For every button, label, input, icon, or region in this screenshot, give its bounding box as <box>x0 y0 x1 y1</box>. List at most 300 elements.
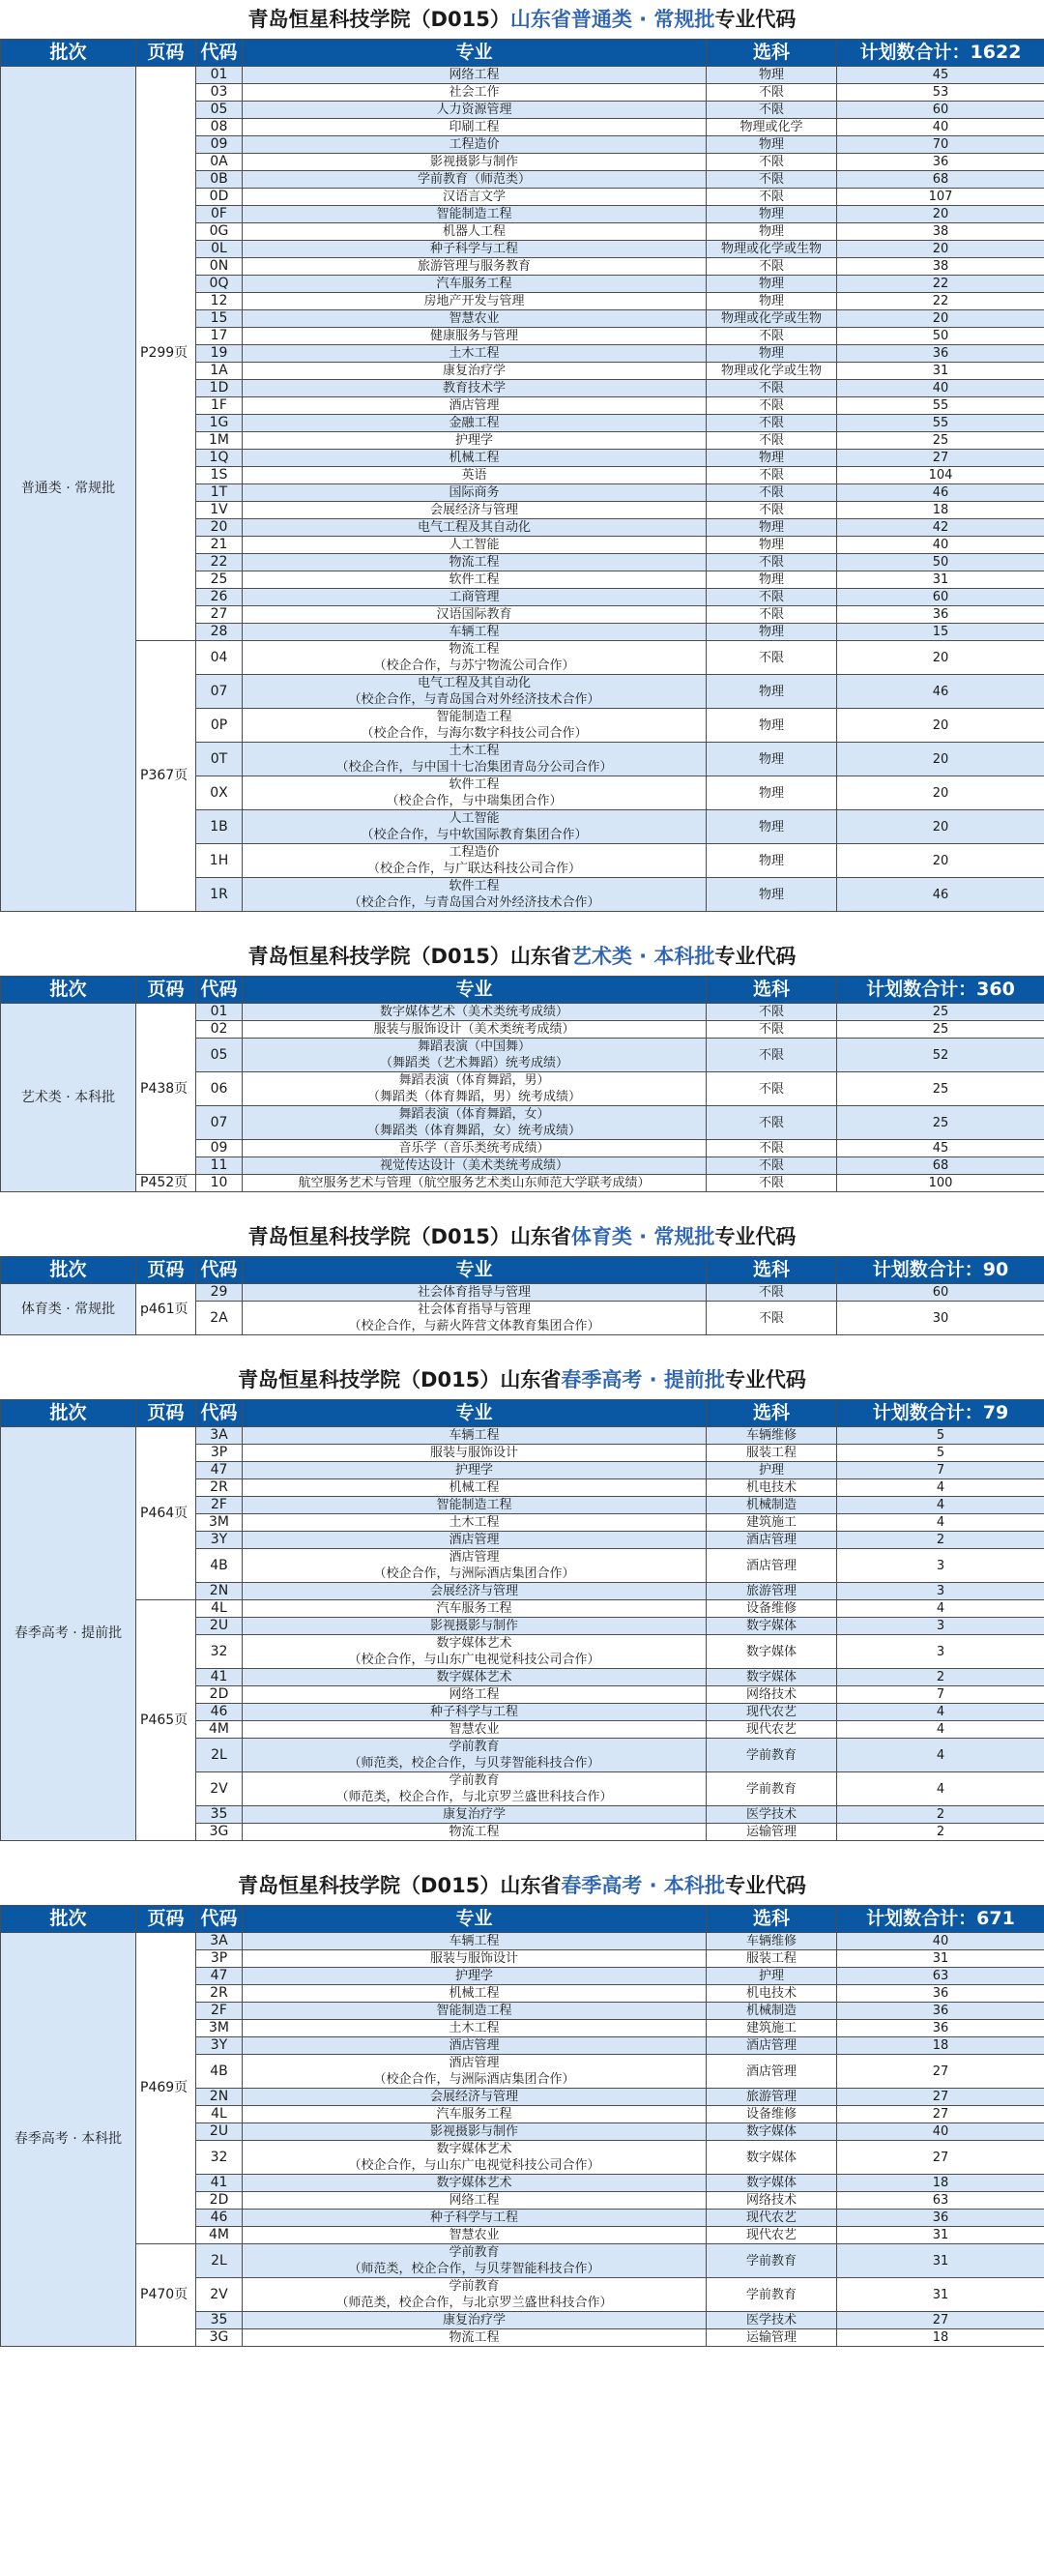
batch-cell: 艺术类 · 本科批 <box>1 1004 136 1192</box>
code-cell: 3M <box>196 2020 243 2037</box>
major-name: 舞蹈表演（体育舞蹈，男） <box>398 1073 550 1088</box>
major-name: 机器人工程 <box>442 224 506 239</box>
major-note: （校企合作，与海尔数字科技公司合作） <box>361 726 588 741</box>
plan-count-cell: 25 <box>837 1106 1044 1140</box>
title-suffix: 专业代码 <box>724 1874 806 1897</box>
major-cell <box>243 2312 707 2329</box>
code-header: 代码 <box>196 1400 243 1427</box>
major-name: 汉语国际教育 <box>436 607 512 622</box>
major-name: 智慧农业 <box>449 2228 500 2242</box>
plan-count-cell: 18 <box>837 2329 1044 2347</box>
title-prefix: 青岛恒星科技学院（D015）山东省 <box>247 1225 571 1248</box>
major-name: 电气工程及其自动化 <box>417 676 531 690</box>
major-cell <box>243 1985 707 2003</box>
subject-header: 选科 <box>707 1400 837 1427</box>
major-cell <box>243 1739 707 1772</box>
subject-cell: 不限 <box>707 1021 837 1039</box>
page-cell: p461页 <box>136 1284 196 1335</box>
major-name: 酒店管理 <box>449 2038 500 2053</box>
plan-count-cell: 18 <box>837 502 1044 519</box>
code-cell: 47 <box>196 1968 243 1985</box>
subject-cell: 服装工程 <box>707 1445 837 1462</box>
major-note: （舞蹈类（体育舞蹈，男）统考成绩） <box>366 1090 581 1104</box>
major-name: 数字媒体艺术 <box>436 2176 512 2190</box>
major-note: （校企合作，与山东广电视觉科技公司合作） <box>348 2158 600 2173</box>
major-name: 数字媒体艺术 <box>436 1670 512 1684</box>
plan-count-cell: 70 <box>837 136 1044 154</box>
major-cell <box>243 1106 707 1140</box>
code-cell: 22 <box>196 554 243 571</box>
code-cell: 2N <box>196 1583 243 1600</box>
subject-cell: 酒店管理 <box>707 2055 837 2089</box>
major-cell <box>243 1635 707 1669</box>
subject-cell: 旅游管理 <box>707 2089 837 2106</box>
major-name: 旅游管理与服务教育 <box>417 259 531 274</box>
major-cell <box>243 189 707 206</box>
major-name: 汉语言文学 <box>442 190 506 204</box>
plan-count-cell: 27 <box>837 2089 1044 2106</box>
page-cell: P464页 <box>136 1427 196 1600</box>
code-cell: 1D <box>196 380 243 397</box>
code-cell: 2R <box>196 1985 243 2003</box>
plan-count-cell: 60 <box>837 589 1044 606</box>
major-cell <box>243 709 707 743</box>
major-cell <box>243 1462 707 1479</box>
major-cell <box>243 1583 707 1600</box>
table-row <box>1 1004 1044 1021</box>
code-cell: 0Q <box>196 276 243 293</box>
subject-cell: 机械制造 <box>707 2003 837 2020</box>
plan-count-cell: 46 <box>837 878 1044 912</box>
code-header: 代码 <box>196 40 243 67</box>
plan-count-cell: 31 <box>837 571 1044 589</box>
major-name: 工程造价 <box>449 845 500 860</box>
plan-count-cell: 5 <box>837 1427 1044 1445</box>
major-name: 护理学 <box>454 433 493 448</box>
major-name: 网络工程 <box>449 2193 500 2208</box>
subject-cell: 现代农艺 <box>707 1704 837 1721</box>
table-row <box>1 1284 1044 1302</box>
major-name: 学前教育 <box>449 2245 500 2260</box>
plan-count-cell: 25 <box>837 432 1044 450</box>
major-name: 电气工程及其自动化 <box>417 520 531 535</box>
plan-count-cell: 60 <box>837 1284 1044 1302</box>
subject-cell: 学前教育 <box>707 2244 837 2278</box>
batch-cell: 普通类 · 常规批 <box>1 67 136 912</box>
major-name: 健康服务与管理 <box>429 329 518 343</box>
subject-cell: 物理或化学或生物 <box>707 310 837 328</box>
page-cell: P470页 <box>136 2244 196 2347</box>
subject-cell: 不限 <box>707 1039 837 1072</box>
subject-cell: 物理 <box>707 67 837 84</box>
major-cell <box>243 2003 707 2020</box>
major-cell <box>243 1721 707 1739</box>
code-cell: 32 <box>196 1635 243 1669</box>
total-header: 计划数合计：79 <box>837 1400 1044 1427</box>
batch-header: 批次 <box>1 40 136 67</box>
major-note: （师范类，校企合作，与贝芽智能科技合作） <box>348 2262 600 2276</box>
code-cell: 07 <box>196 675 243 709</box>
code-cell: 26 <box>196 589 243 606</box>
table-row <box>1 641 1044 675</box>
total-header: 计划数合计：360 <box>837 977 1044 1004</box>
major-note: （校企合作，与中瑞集团合作） <box>386 794 563 808</box>
major-cell <box>243 743 707 776</box>
major-cell <box>243 1532 707 1549</box>
plan-count-cell: 40 <box>837 380 1044 397</box>
major-cell <box>243 1427 707 1445</box>
page-header: 页码 <box>136 1257 196 1284</box>
section-s5 <box>0 1866 1044 2347</box>
major-name: 物流工程 <box>449 2330 500 2345</box>
plan-count-cell: 46 <box>837 484 1044 502</box>
code-table <box>0 1399 1044 1841</box>
plan-count-cell: 7 <box>837 1686 1044 1704</box>
major-cell <box>243 2037 707 2055</box>
major-note: （校企合作，与广联达科技公司合作） <box>366 862 581 876</box>
page-header: 页码 <box>136 40 196 67</box>
major-name: 学前教育 <box>449 1773 500 1788</box>
code-cell: 15 <box>196 310 243 328</box>
code-cell: 3Y <box>196 1532 243 1549</box>
major-name: 网络工程 <box>449 68 500 82</box>
plan-count-cell: 27 <box>837 2312 1044 2329</box>
major-cell <box>243 84 707 102</box>
subject-cell: 物理 <box>707 776 837 810</box>
table-row <box>1 1175 1044 1192</box>
code-table <box>0 1905 1044 2347</box>
major-name: 机械工程 <box>449 1986 500 2001</box>
plan-count-cell: 15 <box>837 624 1044 641</box>
plan-count-cell: 4 <box>837 1721 1044 1739</box>
subject-cell: 不限 <box>707 1072 837 1106</box>
major-cell <box>243 241 707 258</box>
code-cell: 4B <box>196 1549 243 1583</box>
subject-cell: 不限 <box>707 432 837 450</box>
plan-count-cell: 36 <box>837 1985 1044 2003</box>
plan-count-cell: 68 <box>837 1157 1044 1175</box>
subject-cell: 不限 <box>707 84 837 102</box>
code-cell: 1Q <box>196 450 243 467</box>
major-name: 智能制造工程 <box>436 710 512 724</box>
major-name: 车辆工程 <box>449 1428 500 1443</box>
plan-count-cell: 46 <box>837 675 1044 709</box>
major-note: （校企合作，与中软国际教育集团合作） <box>361 828 588 842</box>
subject-cell: 物理 <box>707 223 837 241</box>
code-table <box>0 39 1044 912</box>
major-name: 护理学 <box>454 1969 493 1983</box>
subject-cell: 设备维修 <box>707 1600 837 1618</box>
subject-cell: 不限 <box>707 1004 837 1021</box>
plan-count-cell: 4 <box>837 1497 1044 1514</box>
subject-cell: 不限 <box>707 1157 837 1175</box>
plan-count-cell: 3 <box>837 1635 1044 1669</box>
code-cell: 4M <box>196 1721 243 1739</box>
subject-cell: 学前教育 <box>707 2278 837 2312</box>
major-note: （师范类，校企合作，与贝芽智能科技合作） <box>348 1756 600 1771</box>
major-cell <box>243 432 707 450</box>
plan-count-cell: 3 <box>837 1618 1044 1635</box>
plan-count-cell: 53 <box>837 84 1044 102</box>
plan-count-cell: 22 <box>837 293 1044 310</box>
section-title <box>0 1361 1044 1399</box>
code-cell: 17 <box>196 328 243 345</box>
plan-count-cell: 40 <box>837 537 1044 554</box>
major-name: 智慧农业 <box>449 1722 500 1737</box>
plan-count-cell: 52 <box>837 1039 1044 1072</box>
code-table <box>0 976 1044 1192</box>
title-highlight: 春季高考 · 本科批 <box>561 1874 725 1897</box>
major-name: 航空服务艺术与管理（航空服务艺术类山东师范大学联考成绩） <box>298 1176 651 1190</box>
subject-cell: 现代农艺 <box>707 2210 837 2227</box>
code-cell: 01 <box>196 67 243 84</box>
major-name: 英语 <box>461 468 487 483</box>
major-cell <box>243 606 707 624</box>
code-cell: 10 <box>196 1175 243 1192</box>
batch-header: 批次 <box>1 1906 136 1933</box>
code-cell: 1F <box>196 397 243 415</box>
code-cell: 46 <box>196 1704 243 1721</box>
subject-cell: 物理 <box>707 810 837 844</box>
major-name: 社会体育指导与管理 <box>417 1285 531 1300</box>
major-cell <box>243 276 707 293</box>
major-name: 网络工程 <box>449 1687 500 1702</box>
major-cell <box>243 1514 707 1532</box>
major-cell <box>243 136 707 154</box>
plan-count-cell: 20 <box>837 241 1044 258</box>
subject-cell: 不限 <box>707 1140 837 1157</box>
major-cell <box>243 67 707 84</box>
section-title <box>0 1217 1044 1256</box>
section-s1 <box>0 0 1044 912</box>
major-name: 影视摄影与制作 <box>429 1619 518 1633</box>
major-note: （师范类，校企合作，与北京罗兰盛世科技合作） <box>335 1790 613 1804</box>
plan-count-cell: 22 <box>837 276 1044 293</box>
major-name: 酒店管理 <box>449 1550 500 1565</box>
major-cell <box>243 467 707 484</box>
title-highlight: 艺术类 · 本科批 <box>570 945 715 968</box>
code-cell: 1S <box>196 467 243 484</box>
major-name: 车辆工程 <box>449 1934 500 1948</box>
plan-count-cell: 50 <box>837 554 1044 571</box>
subject-cell: 不限 <box>707 1106 837 1140</box>
code-cell: 2A <box>196 1302 243 1335</box>
code-cell: 0D <box>196 189 243 206</box>
page-header: 页码 <box>136 1906 196 1933</box>
major-name: 服装与服饰设计（美术类统考成绩） <box>373 1022 575 1037</box>
plan-count-cell: 55 <box>837 397 1044 415</box>
plan-count-cell: 7 <box>837 1462 1044 1479</box>
table-row <box>1 2244 1044 2278</box>
major-cell <box>243 1704 707 1721</box>
section-gap <box>0 1335 1044 1361</box>
plan-count-cell: 25 <box>837 1004 1044 1021</box>
subject-cell: 服装工程 <box>707 1950 837 1968</box>
major-name: 物流工程 <box>449 1825 500 1839</box>
major-cell <box>243 878 707 912</box>
subject-cell: 数字媒体 <box>707 1669 837 1686</box>
subject-cell: 数字媒体 <box>707 2123 837 2141</box>
code-cell: 04 <box>196 641 243 675</box>
plan-count-cell: 2 <box>837 1824 1044 1841</box>
subject-cell: 物理 <box>707 675 837 709</box>
plan-count-cell: 45 <box>837 1140 1044 1157</box>
major-cell <box>243 1669 707 1686</box>
major-name: 人工智能 <box>449 811 500 826</box>
major-cell <box>243 363 707 380</box>
plan-count-cell: 20 <box>837 641 1044 675</box>
subject-cell: 不限 <box>707 502 837 519</box>
plan-count-cell: 31 <box>837 2227 1044 2244</box>
major-cell <box>243 2227 707 2244</box>
section-s2 <box>0 937 1044 1192</box>
major-name: 酒店管理 <box>449 2056 500 2070</box>
major-cell <box>243 1284 707 1302</box>
code-cell: 2F <box>196 2003 243 2020</box>
major-name: 土木工程 <box>449 2021 500 2035</box>
subject-cell: 不限 <box>707 154 837 171</box>
subject-cell: 不限 <box>707 415 837 432</box>
subject-cell: 医学技术 <box>707 1806 837 1824</box>
code-cell: 35 <box>196 1806 243 1824</box>
major-name: 土木工程 <box>449 346 500 361</box>
plan-count-cell: 38 <box>837 223 1044 241</box>
major-cell <box>243 2175 707 2192</box>
major-cell <box>243 1686 707 1704</box>
code-cell: 2F <box>196 1497 243 1514</box>
subject-cell: 物理 <box>707 206 837 223</box>
major-header: 专业 <box>243 40 707 67</box>
subject-cell: 物理 <box>707 345 837 363</box>
major-name: 护理学 <box>454 1463 493 1478</box>
code-cell: 08 <box>196 119 243 136</box>
code-cell: 05 <box>196 102 243 119</box>
major-cell <box>243 293 707 310</box>
subject-cell: 学前教育 <box>707 1739 837 1772</box>
code-cell: 1R <box>196 878 243 912</box>
major-cell <box>243 1549 707 1583</box>
subject-cell: 数字媒体 <box>707 1635 837 1669</box>
section-title <box>0 937 1044 976</box>
subject-cell: 建筑施工 <box>707 2020 837 2037</box>
major-cell <box>243 2020 707 2037</box>
section-gap <box>0 1841 1044 1866</box>
plan-count-cell: 36 <box>837 2020 1044 2037</box>
major-cell <box>243 1140 707 1157</box>
plan-count-cell: 40 <box>837 1933 1044 1950</box>
plan-count-cell: 36 <box>837 606 1044 624</box>
major-cell <box>243 675 707 709</box>
major-name: 土木工程 <box>449 744 500 758</box>
major-name: 软件工程 <box>449 879 500 893</box>
major-name: 酒店管理 <box>449 1533 500 1547</box>
batch-header: 批次 <box>1 1400 136 1427</box>
section-s3 <box>0 1217 1044 1335</box>
subject-cell: 酒店管理 <box>707 1532 837 1549</box>
subject-cell: 机电技术 <box>707 1985 837 2003</box>
plan-count-cell: 3 <box>837 1583 1044 1600</box>
subject-cell: 不限 <box>707 189 837 206</box>
plan-count-cell: 31 <box>837 2278 1044 2312</box>
code-cell: 0T <box>196 743 243 776</box>
plan-count-cell: 4 <box>837 1772 1044 1806</box>
code-table <box>0 1256 1044 1335</box>
page-header: 页码 <box>136 1400 196 1427</box>
subject-cell: 网络技术 <box>707 1686 837 1704</box>
major-cell <box>243 2089 707 2106</box>
major-header: 专业 <box>243 1906 707 1933</box>
major-name: 机械工程 <box>449 451 500 465</box>
title-suffix: 专业代码 <box>724 1368 806 1391</box>
plan-count-cell: 4 <box>837 1739 1044 1772</box>
major-name: 人力资源管理 <box>436 102 512 117</box>
major-name: 工程造价 <box>449 137 500 152</box>
major-cell <box>243 1933 707 1950</box>
code-cell: 3P <box>196 1950 243 1968</box>
code-cell: 12 <box>196 293 243 310</box>
subject-cell: 物理或化学或生物 <box>707 241 837 258</box>
major-cell <box>243 102 707 119</box>
title-suffix: 专业代码 <box>714 1225 797 1248</box>
subject-header: 选科 <box>707 40 837 67</box>
major-name: 视觉传达设计（美术类统考成绩） <box>379 1158 568 1173</box>
subject-cell: 学前教育 <box>707 1772 837 1806</box>
subject-cell: 不限 <box>707 171 837 189</box>
subject-cell: 数字媒体 <box>707 1618 837 1635</box>
plan-count-cell: 2 <box>837 1669 1044 1686</box>
plan-count-cell: 42 <box>837 519 1044 537</box>
plan-count-cell: 20 <box>837 743 1044 776</box>
major-name: 土木工程 <box>449 1515 500 1530</box>
plan-count-cell: 4 <box>837 1704 1044 1721</box>
major-name: 工商管理 <box>449 590 500 604</box>
code-cell: 4M <box>196 2227 243 2244</box>
subject-cell: 酒店管理 <box>707 1549 837 1583</box>
code-cell: 02 <box>196 1021 243 1039</box>
subject-cell: 物理 <box>707 293 837 310</box>
major-cell <box>243 1157 707 1175</box>
plan-count-cell: 100 <box>837 1175 1044 1192</box>
plan-count-cell: 20 <box>837 776 1044 810</box>
plan-count-cell: 27 <box>837 450 1044 467</box>
plan-count-cell: 27 <box>837 2106 1044 2123</box>
major-name: 种子科学与工程 <box>429 242 518 256</box>
major-name: 酒店管理 <box>449 398 500 413</box>
plan-count-cell: 50 <box>837 328 1044 345</box>
header-row <box>1 1257 1044 1284</box>
plan-count-cell: 36 <box>837 154 1044 171</box>
major-cell <box>243 2278 707 2312</box>
major-cell <box>243 258 707 276</box>
major-note: （校企合作，与薪火阵营文体教育集团合作） <box>348 1319 600 1333</box>
major-cell <box>243 223 707 241</box>
table-row <box>1 1600 1044 1618</box>
header-row <box>1 1906 1044 1933</box>
subject-cell: 建筑施工 <box>707 1514 837 1532</box>
total-header: 计划数合计：90 <box>837 1257 1044 1284</box>
plan-count-cell: 63 <box>837 2192 1044 2210</box>
code-cell: 07 <box>196 1106 243 1140</box>
major-cell <box>243 1039 707 1072</box>
batch-header: 批次 <box>1 1257 136 1284</box>
major-name: 舞蹈表演（体育舞蹈，女） <box>398 1107 550 1122</box>
subject-cell: 机电技术 <box>707 1479 837 1497</box>
major-cell <box>243 1021 707 1039</box>
major-name: 国际商务 <box>449 485 500 500</box>
subject-cell: 物理 <box>707 276 837 293</box>
major-header: 专业 <box>243 1257 707 1284</box>
major-cell <box>243 380 707 397</box>
